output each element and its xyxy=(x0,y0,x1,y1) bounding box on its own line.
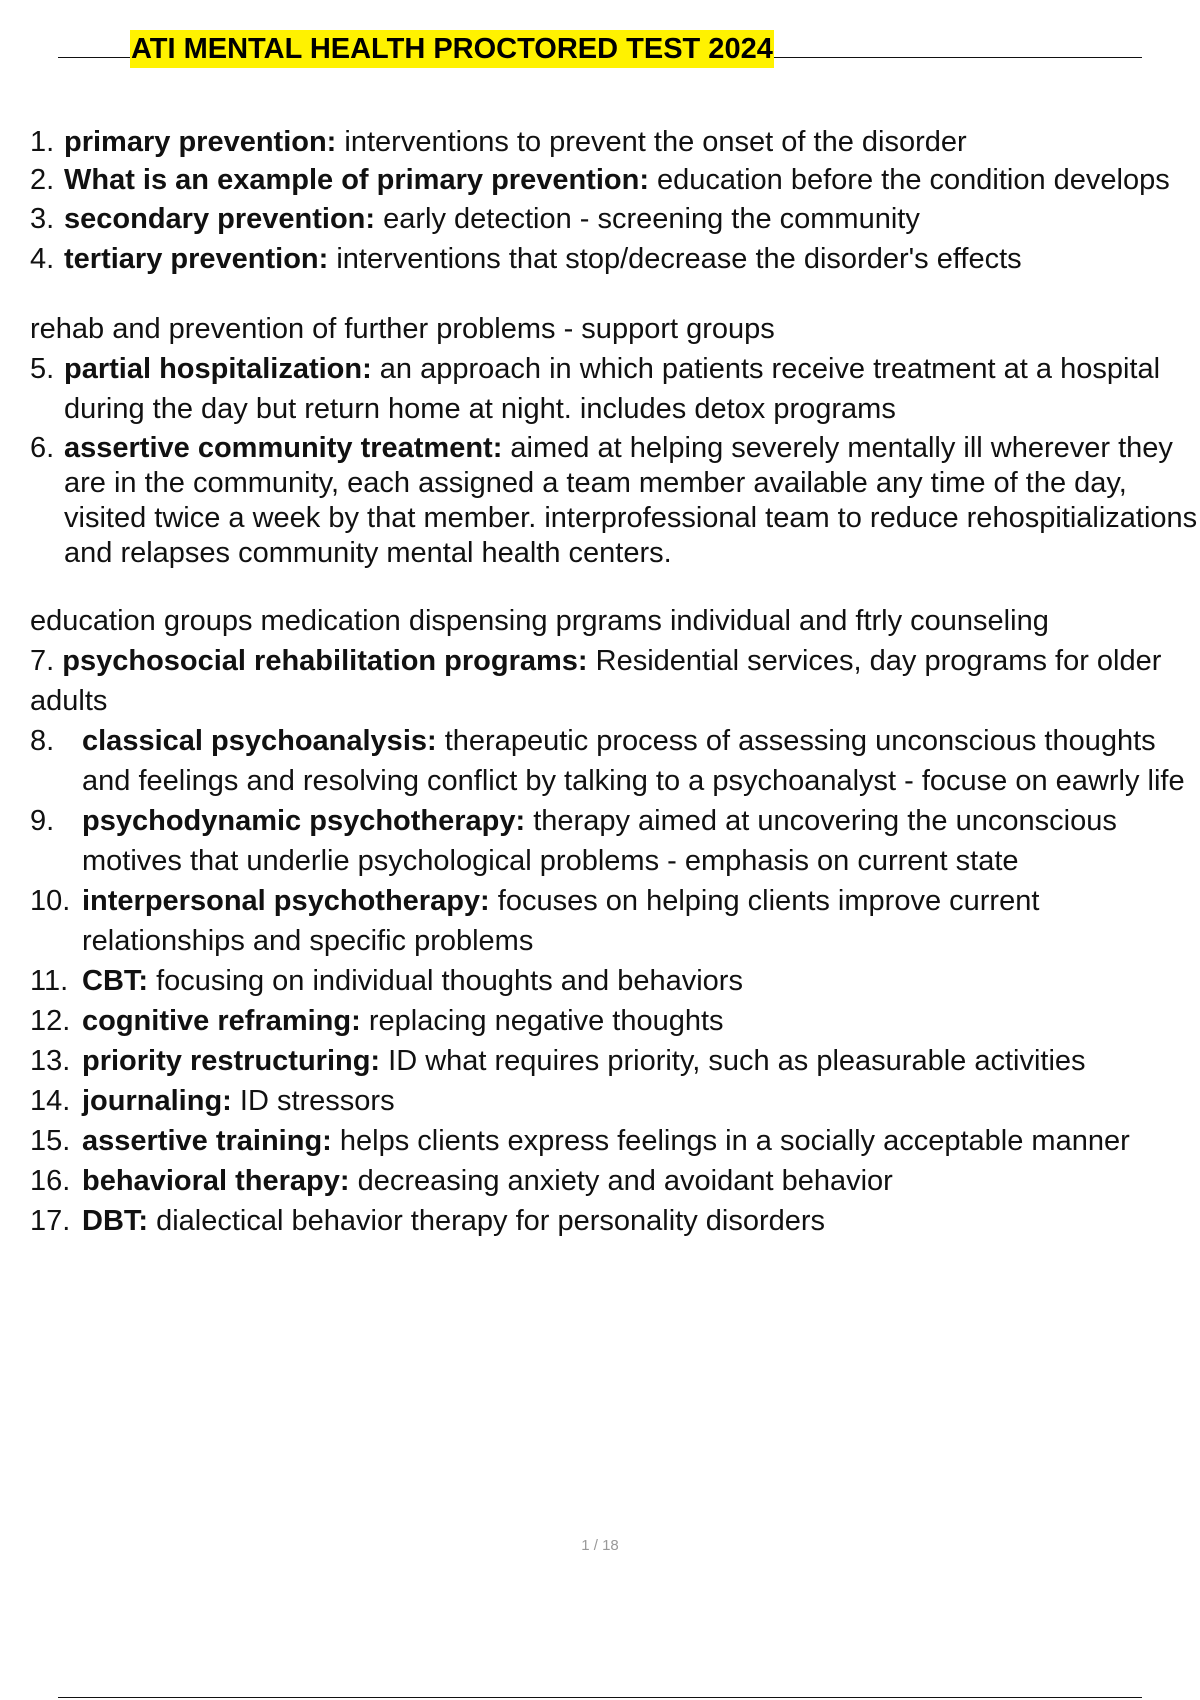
item-term: secondary prevention: xyxy=(64,203,376,235)
item-definition: replacing negative thoughts xyxy=(360,1005,724,1037)
item-number: 5. xyxy=(30,353,55,385)
item-definition: early detection - screening the community xyxy=(375,203,920,235)
item-number: 14. xyxy=(30,1085,71,1117)
list-item xyxy=(30,1201,1200,1241)
item-definition: interventions to prevent the onset of the disorder xyxy=(336,126,967,158)
list-item xyxy=(30,199,1200,239)
item-term: primary prevention: xyxy=(64,126,337,158)
list-item xyxy=(30,1001,1200,1041)
item-definition: therapy aimed at uncovering the unconscious motives that underlie psychological problems - emphasis on current state xyxy=(82,805,1117,877)
item-term: priority restructuring: xyxy=(82,1045,381,1077)
community-note: education groups medication dispensing prgrams individual and ftrly counseling xyxy=(30,605,1049,637)
item-number: 11. xyxy=(30,965,69,997)
list-item xyxy=(30,1081,1200,1121)
item-number: 10. xyxy=(30,885,71,917)
list-item xyxy=(30,349,1200,429)
item-term: journaling: xyxy=(82,1085,232,1117)
item-definition: therapeutic process of assessing unconscious thoughts and feelings and resolving conflict by talking to a psychoanalyst - focuse on eawrly life xyxy=(82,725,1185,797)
list-item xyxy=(30,162,1200,199)
tertiary-note: rehab and prevention of further problems - support groups xyxy=(30,313,775,345)
list-item xyxy=(30,721,1200,801)
item-term: assertive training: xyxy=(82,1125,332,1157)
content xyxy=(30,122,1200,1241)
item-definition: helps clients express feelings in a socially acceptable manner xyxy=(331,1125,1130,1157)
item-definition: dialectical behavior therapy for personality disorders xyxy=(148,1205,826,1237)
item-number: 17. xyxy=(30,1205,71,1237)
item-number: 1. xyxy=(30,126,55,158)
item-term: interpersonal psychotherapy: xyxy=(82,885,490,917)
list-item xyxy=(30,122,1200,162)
item-number: 6. xyxy=(30,432,55,464)
header xyxy=(58,30,1142,70)
item-term: CBT: xyxy=(82,965,149,997)
item-definition: education before the condition develops xyxy=(648,164,1170,196)
item-definition: an approach in which patients receive treatment at a hospital during the day but return home at night. includes detox programs xyxy=(64,353,1161,425)
item-number: 3. xyxy=(30,203,55,235)
item-definition: focuses on helping clients improve current relationships and specific problems xyxy=(82,885,1040,957)
item-number: 9. xyxy=(30,805,55,837)
item-definition: ID what requires priority, such as pleasurable activities xyxy=(380,1045,1086,1077)
item-number: 8. xyxy=(30,725,55,757)
item-term: cognitive reframing: xyxy=(82,1005,361,1037)
list-item xyxy=(30,961,1200,1001)
item-definition: focusing on individual thoughts and behaviors xyxy=(148,965,743,997)
item-term: classical psychoanalysis: xyxy=(82,725,437,757)
list-item xyxy=(30,431,1200,571)
footer-rule xyxy=(58,1697,1142,1698)
item-term: assertive community treatment: xyxy=(64,432,503,464)
item-term: partial hospitalization: xyxy=(64,353,372,385)
item-term: tertiary prevention: xyxy=(64,243,329,275)
item-number: 2. xyxy=(30,164,55,196)
list-item xyxy=(30,641,1200,721)
item-term: psychosocial rehabilitation programs: xyxy=(62,645,588,677)
item-number: 13. xyxy=(30,1045,71,1077)
list-item xyxy=(30,1161,1200,1201)
item-definition: Residential services, day programs for older adults xyxy=(30,645,1162,717)
item-number: 12. xyxy=(30,1005,71,1037)
item-number: 16. xyxy=(30,1165,71,1197)
item-number: 7. xyxy=(30,645,55,677)
item-term: behavioral therapy: xyxy=(82,1165,350,1197)
page-title: ATI MENTAL HEALTH PROCTORED TEST 2024 xyxy=(130,30,774,68)
item-definition: aimed at helping severely mentally ill wherever they are in the community, each assigned a team member available any time of the day, visited twice a week by that member. interprofessional team to reduce rehospitializations and relapses community mental health centers. xyxy=(64,432,1198,569)
list-item xyxy=(30,881,1200,961)
item-number: 15. xyxy=(30,1125,71,1157)
page-number: 1 / 18 xyxy=(581,1537,619,1554)
list-item xyxy=(30,1041,1200,1081)
item-term: psychodynamic psychotherapy: xyxy=(82,805,526,837)
item-definition: interventions that stop/decrease the disorder's effects xyxy=(328,243,1022,275)
item-number: 4. xyxy=(30,243,55,275)
item-term: What is an example of primary prevention: xyxy=(64,164,649,196)
list-item xyxy=(30,1121,1200,1161)
item-term: DBT: xyxy=(82,1205,149,1237)
list-item xyxy=(30,239,1200,279)
item-definition: decreasing anxiety and avoidant behavior xyxy=(349,1165,893,1197)
list-item xyxy=(30,801,1200,881)
item-definition: ID stressors xyxy=(231,1085,395,1117)
